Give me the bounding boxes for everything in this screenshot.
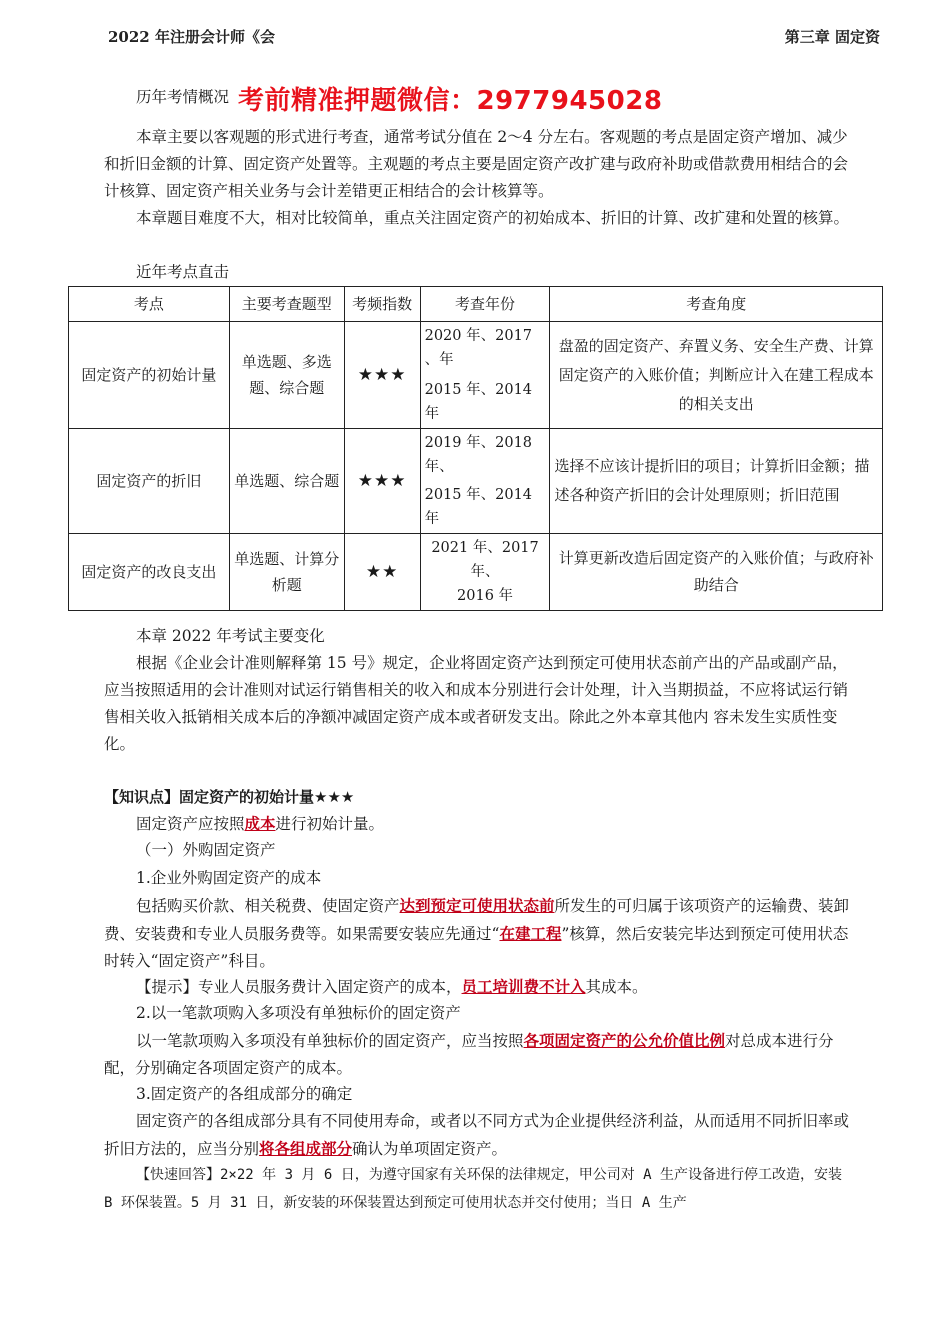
col-header-point: 考点 <box>69 287 230 322</box>
cell-stars: ★★★ <box>344 322 420 429</box>
table-row <box>69 534 883 611</box>
components-paragraph: 固定资产的各组成部分具有不同使用寿命，或者以不同方式为企业提供经济利益，从而适用不同折旧率或折旧方法的，应当分别将各组成部分确认为单项固定资产。 <box>104 1112 850 1158</box>
knowledge-point-heading: 【知识点】固定资产的初始计量★★★ <box>104 788 355 806</box>
intro-paragraph-2: 本章题目难度不大，相对比较简单，重点关注固定资产的初始成本、折旧的计算、改扩建和处置的核算。 <box>136 209 850 227</box>
highlight-training: 员工培训费不计入 <box>461 977 586 996</box>
cell-years <box>420 534 550 611</box>
cell-stars: ★★ <box>344 534 420 611</box>
col-header-type: 主要考查题型 <box>229 287 344 322</box>
section-1-2: 2.以一笔款项购入多项没有单独标价的固定资产 <box>136 1004 461 1022</box>
cell-types: 单选题、综合题 <box>229 429 344 534</box>
cell-types: 单选题、计算分析题 <box>229 534 344 611</box>
quick-answer-paragraph: 【快速回答】2×22 年 3 月 6 日，为遵守国家有关环保的法律规定，甲公司对 A 生产设备进行停工改造，安装 B 环保装置。5 月 31 日，新安装的环保装置达到预定可使用状态并交付使用；当日 A 生产 <box>104 1167 842 1211</box>
section-1-3: 3.固定资产的各组成部分的确定 <box>136 1085 353 1103</box>
col-header-angle: 考查角度 <box>550 287 883 322</box>
table-header-row <box>69 287 883 322</box>
highlight-construction: 在建工程 <box>499 924 562 943</box>
header-right: 第三章 固定资 <box>784 28 880 46</box>
cell-years <box>420 429 550 534</box>
header-left: 2022 年注册会计师《会 <box>108 28 275 46</box>
table-row <box>69 429 883 534</box>
watermark-text: 考前精准押题微信：2977945028 <box>238 86 663 116</box>
years-line-1: 2021 年、2017 年、 <box>431 540 539 580</box>
cell-types: 单选题、多选题、综合题 <box>229 322 344 429</box>
cell-angle: 计算更新改造后固定资产的入账价值；与政府补助结合 <box>550 534 883 611</box>
col-header-years: 考查年份 <box>420 287 550 322</box>
highlight-components: 将各组成部分 <box>259 1139 353 1158</box>
cell-stars: ★★★ <box>344 429 420 534</box>
running-header <box>108 28 880 50</box>
years-line-2: 2015 年、2014 年 <box>424 382 533 422</box>
years-line-1: 2020 年、2017 、年 <box>424 328 533 368</box>
section-purchased: （一）外购固定资产 <box>136 841 276 859</box>
cell-point: 固定资产的初始计量 <box>69 322 230 429</box>
years-line-2: 2016 年 <box>457 588 514 604</box>
table-row <box>69 322 883 429</box>
section-1-1: 1.企业外购固定资产的成本 <box>136 869 322 887</box>
years-line-1: 2019 年、2018 年、 <box>424 435 533 475</box>
kp-line-1: 固定资产应按照成本进行初始计量。 <box>136 814 385 833</box>
multi-asset-paragraph: 以一笔款项购入多项没有单独标价的固定资产，应当按照各项固定资产的公允价值比例对总成本进行分配，分别确定各项固定资产的成本。 <box>104 1031 834 1077</box>
years-line-2: 2015 年、2014 年 <box>424 487 533 527</box>
exam-points-table <box>68 286 883 611</box>
tip-paragraph: 【提示】专业人员服务费计入固定资产的成本，员工培训费不计入其成本。 <box>136 977 648 996</box>
overview-heading: 历年考情概况 <box>136 88 230 106</box>
intro-paragraph-1: 本章主要以客观题的形式进行考查，通常考试分值在 2～4 分左右。客观题的考点是固定资产增加、减少和折旧金额的计算、固定资产处置等。主观题的考点主要是固定资产改扩建与政府补助或借款费用相结合的会计核算、固定资产相关业务与会计差错更正相结合的会计核算等。 <box>104 128 849 200</box>
highlight-cost: 成本 <box>244 814 276 833</box>
change-paragraph: 根据《企业会计准则解释第 15 号》规定，企业将固定资产达到预定可使用状态前产出的产品或副产品，应当按照适用的会计准则对试运行销售相关的收入和成本分别进行会计处理，计入当期损益，不应将试运行销售相关收入抵销相关成本后的净额冲减固定资产成本或者研发支出。除此之外本章其他内 容未发生实质性变化。 <box>104 654 849 753</box>
col-header-frequency: 考频指数 <box>344 287 420 322</box>
cell-point: 固定资产的改良支出 <box>69 534 230 611</box>
cell-years <box>420 322 550 429</box>
highlight-fair-value-ratio: 各项固定资产的公允价值比例 <box>523 1031 726 1050</box>
cell-angle: 盘盈的固定资产、弃置义务、安全生产费、计算固定资产的入账价值；判断应计入在建工程成本的相关支出 <box>550 322 883 429</box>
cell-angle: 选择不应该计提折旧的项目；计算折旧金额；描述各种资产折旧的会计处理原则；折旧范围 <box>550 429 883 534</box>
table-heading: 近年考点直击 <box>136 263 230 281</box>
cell-point: 固定资产的折旧 <box>69 429 230 534</box>
highlight-ready-state: 达到预定可使用状态前 <box>399 896 555 915</box>
purchase-cost-paragraph: 包括购买价款、相关税费、使固定资产达到预定可使用状态前所发生的可归属于该项资产的运输费、装卸费、安装费和专业人员服务费等。如果需要安装应先通过“在建工程”核算，然后安装完毕达到预定可使用状态时转入“固定资产”科目。 <box>104 896 850 970</box>
change-heading: 本章 2022 年考试主要变化 <box>136 627 325 645</box>
